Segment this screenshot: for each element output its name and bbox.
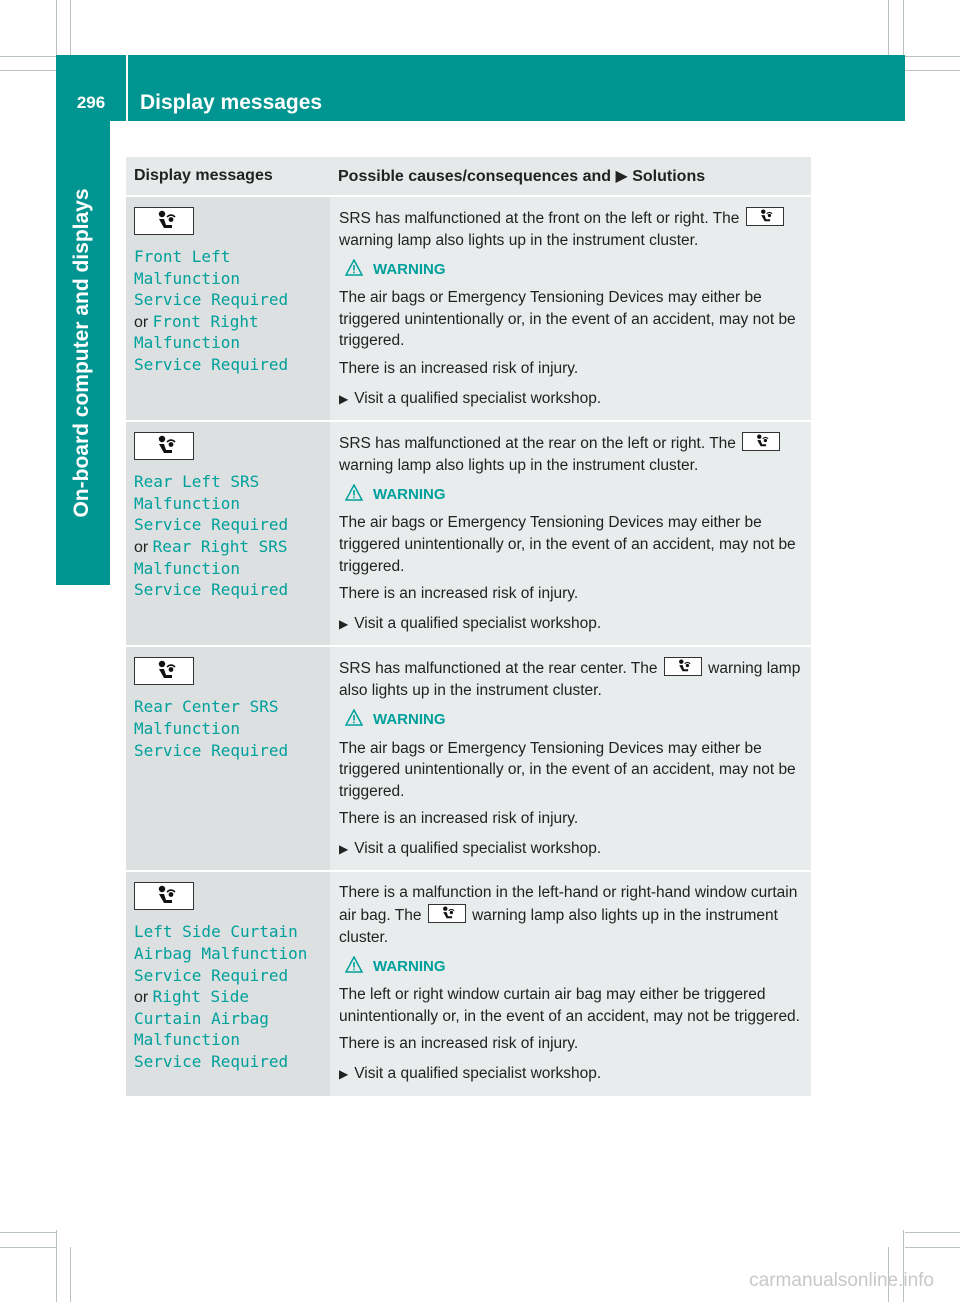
display-message-text	[134, 921, 322, 1072]
column-header-causes	[330, 157, 811, 195]
column-header-display: Display messages	[126, 157, 330, 195]
message-line: Rear Left SRS	[134, 472, 260, 492]
airbag-warning-icon	[134, 432, 194, 460]
watermark: carmanualsonline.info	[749, 1270, 934, 1291]
page-header	[56, 55, 905, 121]
display-message-cell	[126, 647, 330, 870]
message-line: Malfunction	[134, 718, 240, 738]
message-line	[134, 311, 322, 333]
warning-heading	[339, 956, 805, 976]
airbag-warning-lamp-icon	[746, 207, 784, 226]
warning-text: The air bags or Emergency Tensioning Devices may either be triggered unintentionally or, in the event of an accident, may not be triggered.	[339, 739, 796, 800]
message-line-text: Right Side	[152, 987, 249, 1007]
cause-paragraph	[339, 657, 805, 701]
crop-mark	[0, 70, 56, 71]
or-word: or	[134, 538, 153, 556]
message-line: Service Required	[134, 965, 289, 985]
warning-triangle-icon	[339, 956, 373, 977]
cause-paragraph	[339, 432, 805, 476]
message-line-text: Front Right	[152, 311, 259, 331]
warning-text: The air bags or Emergency Tensioning Devices may either be triggered unintentionally or, in the event of an accident, may not be triggered.	[339, 289, 796, 350]
or-word: or	[134, 989, 153, 1007]
message-line	[134, 986, 322, 1008]
warning-text: The left or right window curtain air bag may either be triggered unintentionally or, in the event of an accident, may not be triggered.	[339, 986, 800, 1025]
warning-triangle-icon	[339, 484, 373, 505]
message-line	[134, 536, 322, 558]
display-message-text	[134, 696, 322, 761]
crop-mark	[0, 1247, 56, 1248]
section-side-tab-label: On-board computer and displays	[70, 188, 93, 518]
crop-mark	[0, 1232, 56, 1233]
warning-label: WARNING	[373, 711, 446, 728]
message-line: Malfunction	[134, 333, 240, 353]
solution-text: Visit a qualified specialist workshop.	[354, 614, 602, 632]
display-message-text	[134, 246, 322, 376]
message-line: Service Required	[134, 1052, 289, 1072]
airbag-warning-icon	[134, 207, 194, 235]
page-number: 296	[76, 93, 106, 112]
risk-text: There is an increased risk of injury.	[339, 810, 579, 828]
column-header-solutions-text: Solutions	[632, 168, 706, 185]
risk-text: There is an increased risk of injury.	[339, 585, 579, 603]
message-line: Malfunction	[134, 558, 240, 578]
crop-mark	[70, 0, 71, 55]
crop-mark	[903, 0, 904, 55]
warning-heading	[339, 259, 805, 279]
message-line: Airbag Malfunction	[134, 944, 308, 964]
cause-text-continued: warning lamp also lights up in the instrument cluster.	[339, 660, 801, 699]
causes-solutions-cell	[330, 872, 811, 1095]
airbag-warning-icon	[134, 657, 194, 685]
cause-paragraph	[339, 207, 805, 251]
solution-step	[339, 613, 805, 636]
message-line: Rear Center SRS	[134, 697, 279, 717]
cause-paragraph	[339, 882, 805, 948]
step-arrow-icon: ▶	[339, 841, 349, 856]
or-word: or	[134, 313, 153, 331]
message-line: Service Required	[134, 290, 289, 310]
warning-triangle-icon	[339, 709, 373, 730]
crop-mark	[905, 70, 960, 71]
crop-mark	[888, 0, 889, 55]
causes-solutions-cell	[330, 647, 811, 870]
warning-label: WARNING	[373, 260, 446, 278]
message-line: Malfunction	[134, 493, 240, 513]
table-row	[126, 872, 811, 1095]
message-line: Front Left	[134, 247, 231, 266]
message-line: Curtain Airbag	[134, 1008, 269, 1028]
cause-text: There is a malfunction in the left-hand or right-hand window curtain air bag. The	[339, 884, 798, 925]
crop-mark	[905, 1247, 960, 1248]
solution-step	[339, 388, 805, 411]
message-line: Service Required	[134, 580, 289, 600]
table-row	[126, 197, 811, 420]
page-title: Display messages	[140, 91, 323, 114]
crop-mark	[56, 0, 57, 55]
airbag-warning-lamp-icon	[428, 904, 466, 923]
column-header-causes-text: Possible causes/consequences and	[338, 168, 612, 185]
cause-text-continued: warning lamp also lights up in the instrument cluster.	[339, 907, 778, 946]
airbag-warning-lamp-icon	[742, 432, 780, 451]
display-message-text	[134, 471, 322, 601]
cause-text: SRS has malfunctioned at the rear on the left or right. The	[339, 435, 736, 453]
cause-text: SRS has malfunctioned at the front on the left or right. The	[339, 210, 740, 227]
cause-text-continued: warning lamp also lights up in the instrument cluster.	[339, 456, 699, 474]
solution-step	[339, 1063, 805, 1086]
message-line: Malfunction	[134, 1030, 240, 1050]
table-row	[126, 647, 811, 870]
crop-mark	[56, 1230, 57, 1302]
table-row	[126, 422, 811, 645]
warning-text: The air bags or Emergency Tensioning Devices may either be triggered unintentionally or, in the event of an accident, may not be triggered.	[339, 514, 796, 575]
display-message-cell	[126, 872, 330, 1095]
causes-solutions-cell	[330, 197, 811, 420]
message-line: Malfunction	[134, 268, 240, 288]
warning-heading	[339, 484, 805, 504]
solution-text: Visit a qualified specialist workshop.	[354, 389, 602, 407]
message-line: Service Required	[134, 515, 289, 535]
message-line: Service Required	[134, 740, 289, 760]
header-divider	[126, 55, 128, 121]
warning-triangle-icon	[339, 259, 373, 280]
warning-label: WARNING	[373, 957, 446, 975]
play-arrow-icon: ▶	[615, 168, 628, 185]
warning-label: WARNING	[373, 485, 446, 503]
display-messages-table	[126, 155, 811, 1098]
solution-text: Visit a qualified specialist workshop.	[354, 1065, 602, 1083]
airbag-warning-icon	[134, 882, 194, 910]
message-line: Left Side Curtain	[134, 922, 298, 942]
solution-text: Visit a qualified specialist workshop.	[354, 839, 602, 857]
cause-text-continued: warning lamp also lights up in the instrument cluster.	[339, 231, 699, 249]
crop-mark	[70, 1247, 71, 1302]
message-line: Service Required	[134, 354, 289, 374]
risk-text: There is an increased risk of injury.	[339, 359, 579, 377]
crop-mark	[905, 56, 960, 57]
crop-mark	[905, 1232, 960, 1233]
message-line-text: Rear Right SRS	[152, 536, 288, 556]
display-message-cell	[126, 197, 330, 420]
solution-step	[339, 838, 805, 861]
warning-heading	[339, 710, 805, 730]
crop-mark	[0, 56, 56, 57]
cause-text: SRS has malfunctioned at the rear center. The	[339, 660, 658, 678]
risk-text: There is an increased risk of injury.	[339, 1035, 579, 1053]
step-arrow-icon: ▶	[339, 391, 349, 406]
step-arrow-icon: ▶	[339, 616, 349, 631]
display-message-cell	[126, 422, 330, 645]
step-arrow-icon: ▶	[339, 1067, 349, 1082]
airbag-warning-lamp-icon	[664, 657, 702, 676]
table-header-row	[126, 157, 811, 195]
causes-solutions-cell	[330, 422, 811, 645]
